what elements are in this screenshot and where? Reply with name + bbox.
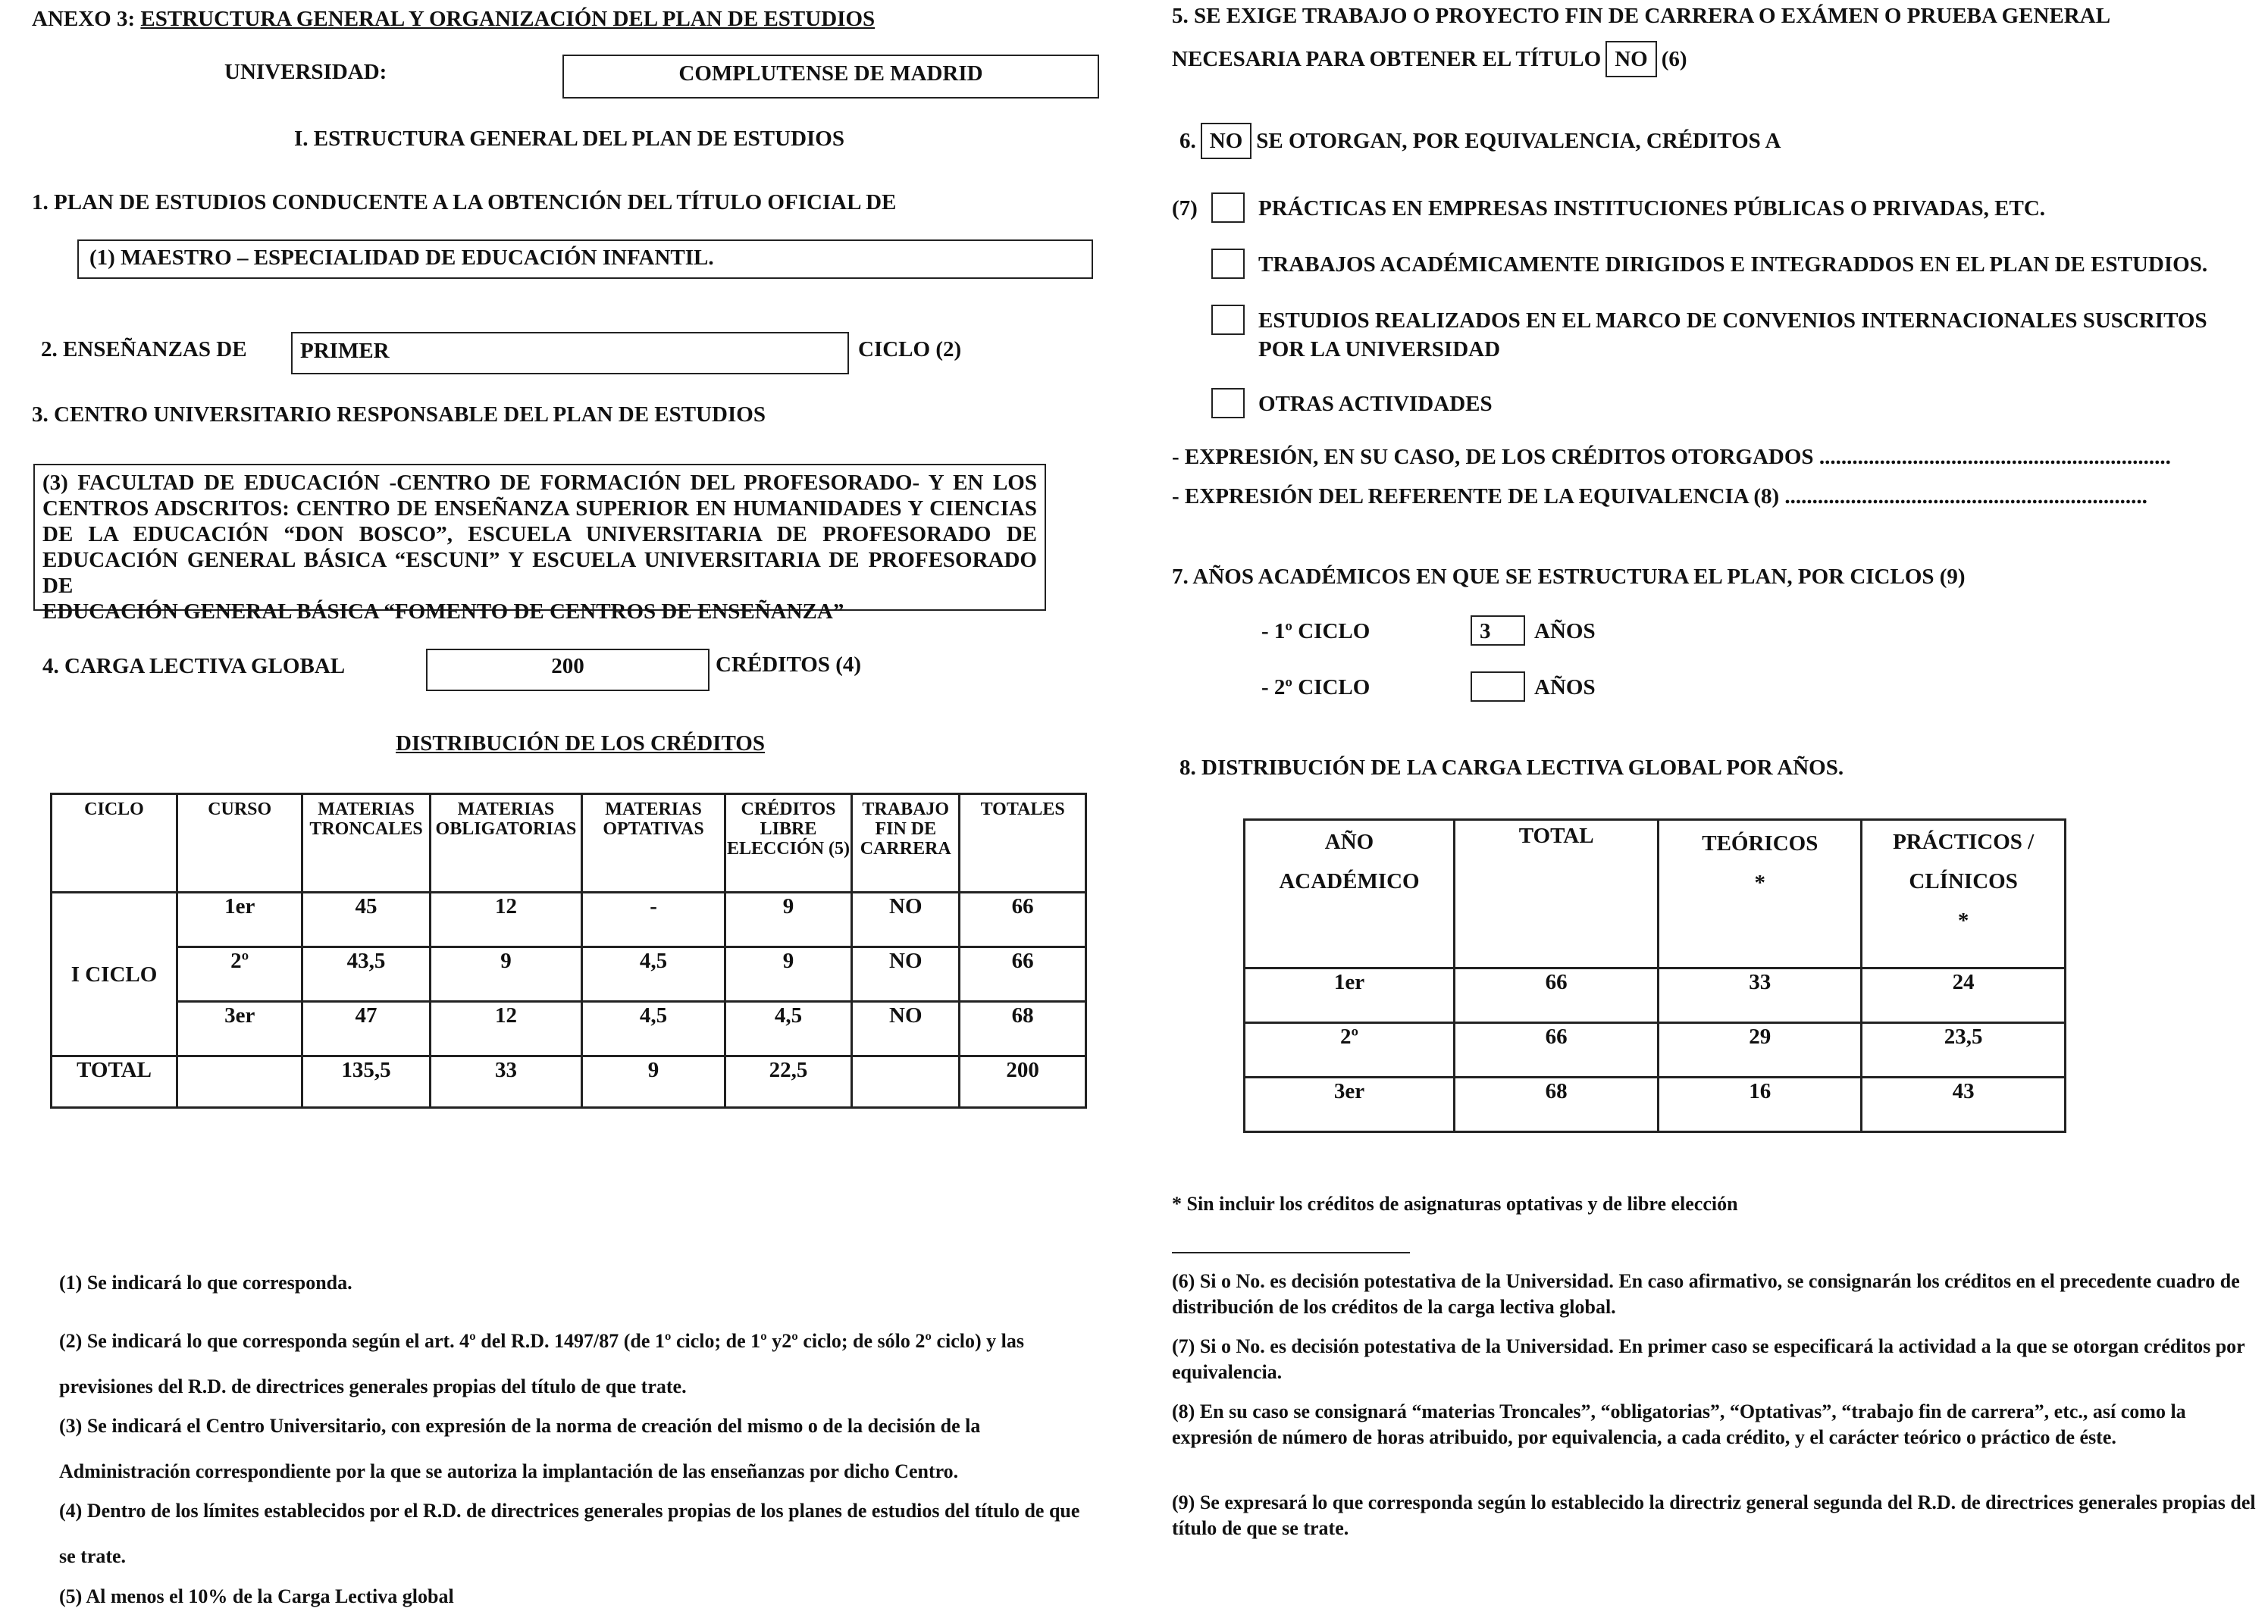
q5-label: NECESARIA PARA OBTENER EL TÍTULO: [1172, 47, 1602, 71]
q7-label: 7. AÑOS ACADÉMICOS EN QUE SE ESTRUCTURA EL PLAN, POR CICLOS (9): [1172, 565, 1966, 589]
q8-label: 8. DISTRIBUCIÓN DE LA CARGA LECTIVA GLOBAL POR AÑOS.: [1179, 756, 1844, 780]
cycle2-years: AÑOS: [1534, 675, 1596, 699]
total-trabajo: [852, 1056, 960, 1108]
header-totales: TOTALES: [960, 794, 1086, 893]
q3-field: [33, 464, 1046, 624]
cell-troncales: 43,5: [302, 947, 430, 1002]
annex-title: ESTRUCTURA GENERAL Y ORGANIZACIÓN DEL PLAN DE ESTUDIOS: [140, 7, 876, 31]
cell-year: 1er: [1245, 968, 1455, 1023]
q6-value: NO: [1201, 123, 1252, 159]
university-label: UNIVERSIDAD:: [224, 60, 387, 84]
cell-optativas: 4,5: [582, 947, 725, 1002]
header-ciclo: CICLO: [52, 794, 177, 893]
header-teoricos-star: *: [1754, 871, 1766, 895]
cycle2-field: [1471, 671, 1525, 702]
header-total: TOTAL: [1454, 820, 1658, 968]
cell-trabajo: NO: [852, 893, 960, 947]
q3-line: DE LA EDUCACIÓN “DON BOSCO”, ESCUELA UNIVERSITARIA DE PROFESORADO DE: [42, 522, 1037, 546]
footnote-9: (9) Se expresará lo que corresponda según lo establecido la directriz general segunda del R.D. de directrices generales propias del título de que se trate.: [1172, 1491, 2256, 1539]
table-note: * Sin incluir los créditos de asignaturas optativas y de libre elección: [1172, 1193, 1738, 1215]
cell-optativas: 4,5: [582, 1002, 725, 1056]
header-optativas: MATERIAS OPTATIVAS: [582, 794, 725, 893]
option-label: PRÁCTICAS EN EMPRESAS INSTITUCIONES PÚBLICAS O PRIVADAS, ETC.: [1258, 196, 2046, 221]
total-obligatorias: 33: [430, 1056, 582, 1108]
option-label: OTRAS ACTIVIDADES: [1258, 392, 1493, 416]
cell-obligatorias: 12: [430, 893, 582, 947]
q2-field: [291, 332, 849, 374]
cell-curso: 3er: [177, 1002, 302, 1056]
q4-suffix: CRÉDITOS (4): [716, 652, 862, 677]
q2-label: 2. ENSEÑANZAS DE: [41, 337, 247, 361]
cell-teoricos: 29: [1659, 1023, 1862, 1078]
header-practicos: [1862, 820, 2066, 968]
credits-table: [50, 793, 1087, 1109]
cycle1-field: [1471, 615, 1525, 646]
cycle1-years: AÑOS: [1534, 619, 1596, 643]
header-troncales: MATERIAS TRONCALES: [302, 794, 430, 893]
option-checkbox[interactable]: [1211, 192, 1245, 223]
total-label: TOTAL: [52, 1056, 177, 1108]
cycle1-value: 3: [1480, 619, 1491, 643]
cell-curso: 1er: [177, 893, 302, 947]
option-label: ESTUDIOS REALIZADOS EN EL MARCO DE CONVENIOS INTERNACIONALES SUSCRITOS: [1258, 308, 2207, 333]
q5-value: NO: [1605, 41, 1657, 77]
cell-teoricos: 33: [1659, 968, 1862, 1023]
header-year-line: AÑO: [1324, 830, 1374, 854]
table-row: [52, 1002, 1086, 1056]
table-row: [1245, 1023, 2066, 1078]
cell-practicos: 23,5: [1862, 1023, 2066, 1078]
yearly-load-table: [1243, 818, 2066, 1133]
option-label: POR LA UNIVERSIDAD: [1258, 337, 1501, 361]
q3-label: 3. CENTRO UNIVERSITARIO RESPONSABLE DEL PLAN DE ESTUDIOS: [32, 402, 766, 427]
cell-obligatorias: 12: [430, 1002, 582, 1056]
q3-line: EDUCACIÓN GENERAL BÁSICA “ESCUNI” Y ESCUELA UNIVERSITARIA DE PROFESORADO DE: [42, 548, 1037, 598]
cell-teoricos: 16: [1659, 1078, 1862, 1132]
expression-reference: - EXPRESIÓN DEL REFERENTE DE LA EQUIVALENCIA (8) ..................................................................: [1172, 484, 2147, 508]
cell-curso: 2º: [177, 947, 302, 1002]
table-total-row: [52, 1056, 1086, 1108]
q6-prefix: 6.: [1179, 129, 1196, 153]
header-libre: CRÉDITOS LIBRE ELECCIÓN (5): [725, 794, 851, 893]
header-practicos-line: CLÍNICOS: [1909, 869, 2018, 893]
q5-suffix: (6): [1661, 47, 1687, 71]
q4-label: 4. CARGA LECTIVA GLOBAL: [42, 654, 346, 678]
q6-text: SE OTORGAN, POR EQUIVALENCIA, CRÉDITOS A: [1256, 129, 1781, 153]
q1-label: 1. PLAN DE ESTUDIOS CONDUCENTE A LA OBTENCIÓN DEL TÍTULO OFICIAL DE: [32, 190, 897, 214]
total-troncales: 135,5: [302, 1056, 430, 1108]
cell-total: 66: [1454, 968, 1658, 1023]
q5-line2: [1172, 41, 1687, 77]
header-practicos-star: *: [1957, 909, 1969, 933]
cell-trabajo: NO: [852, 947, 960, 1002]
total-optativas: 9: [582, 1056, 725, 1108]
cell-totales: 66: [960, 893, 1086, 947]
total-libre: 22,5: [725, 1056, 851, 1108]
q1-field: [77, 239, 1093, 279]
cell-troncales: 47: [302, 1002, 430, 1056]
annex-heading: [32, 6, 875, 32]
q3-line: (3) FACULTAD DE EDUCACIÓN -CENTRO DE FORMACIÓN DEL PROFESORADO- Y EN LOS: [42, 471, 1037, 495]
option-checkbox[interactable]: [1211, 388, 1245, 418]
footnote-divider: [1172, 1252, 1410, 1253]
cell-troncales: 45: [302, 893, 430, 947]
q6-ref: (7): [1172, 196, 1198, 221]
table-row: [1245, 1078, 2066, 1132]
q4-field: [426, 649, 710, 691]
footnote-1: (1) Se indicará lo que corresponda.: [59, 1272, 352, 1294]
cell-practicos: 43: [1862, 1078, 2066, 1132]
cycle-label: I CICLO: [52, 893, 177, 1056]
option-checkbox[interactable]: [1211, 305, 1245, 335]
cell-totales: 68: [960, 1002, 1086, 1056]
university-field: [562, 55, 1099, 99]
cell-year: 2º: [1245, 1023, 1455, 1078]
section-heading: I. ESTRUCTURA GENERAL DEL PLAN DE ESTUDIOS: [294, 127, 844, 151]
header-trabajo: TRABAJO FIN DE CARRERA: [852, 794, 960, 893]
header-teoricos-label: TEÓRICOS: [1702, 831, 1818, 856]
cell-optativas: -: [582, 893, 725, 947]
q5-line1: 5. SE EXIGE TRABAJO O PROYECTO FIN DE CARRERA O EXÁMEN O PRUEBA GENERAL: [1172, 4, 2111, 28]
header-year: [1245, 820, 1455, 968]
annex-prefix: ANEXO 3:: [32, 7, 136, 31]
cell-totales: 66: [960, 947, 1086, 1002]
q2-value: PRIMER: [300, 339, 390, 363]
total-totales: 200: [960, 1056, 1086, 1108]
q4-value: 200: [551, 654, 584, 678]
option-label: TRABAJOS ACADÉMICAMENTE DIRIGIDOS E INTEGRADDOS EN EL PLAN DE ESTUDIOS.: [1258, 252, 2208, 277]
option-checkbox[interactable]: [1211, 249, 1245, 279]
header-curso: CURSO: [177, 794, 302, 893]
cycle1-label: - 1º CICLO: [1261, 619, 1371, 643]
q3-line: CENTROS ADSCRITOS: CENTRO DE ENSEÑANZA SUPERIOR EN HUMANIDADES Y CIENCIAS: [42, 496, 1037, 521]
q6-line: [1179, 123, 1781, 159]
cell-total: 68: [1454, 1078, 1658, 1132]
q1-value: (1) MAESTRO – ESPECIALIDAD DE EDUCACIÓN INFANTIL.: [89, 246, 714, 270]
expression-credits: - EXPRESIÓN, EN SU CASO, DE LOS CRÉDITOS OTORGADOS ................................................................: [1172, 445, 2171, 469]
header-obligatorias: MATERIAS OBLIGATORIAS: [430, 794, 582, 893]
cell-year: 3er: [1245, 1078, 1455, 1132]
university-value: COMPLUTENSE DE MADRID: [678, 61, 983, 86]
footnote-2: (2) Se indicará lo que corresponda según el art. 4º del R.D. 1497/87 (de 1º ciclo; de 1º y2º ciclo; de sólo 2º ciclo) y las previsiones del R.D. de directrices generales propias del título de que trate.: [59, 1330, 1024, 1397]
footnote-3: (3) Se indicará el Centro Universitario, con expresión de la norma de creación del mismo o de la decisión de la Administración correspondiente por la que se autoriza la implantación de las enseñanzas por dicho Centro.: [59, 1415, 981, 1482]
header-practicos-line: PRÁCTICOS /: [1893, 830, 2035, 854]
footnote-7: (7) Si o No. es decisión potestativa de la Universidad. En primer caso se especificará la actividad a la que se otorgan créditos por equivalencia.: [1172, 1335, 2245, 1383]
cycle2-label: - 2º CICLO: [1261, 675, 1371, 699]
cell-libre: 9: [725, 947, 851, 1002]
footnote-6: (6) Si o No. es decisión potestativa de la Universidad. En caso afirmativo, se consignarán los créditos en el precedente cuadro de distribución de los créditos de la carga lectiva global.: [1172, 1270, 2240, 1318]
cell-trabajo: NO: [852, 1002, 960, 1056]
table-row: [1245, 968, 2066, 1023]
distribution-title: DISTRIBUCIÓN DE LOS CRÉDITOS: [396, 731, 765, 756]
q2-suffix: CICLO (2): [858, 337, 962, 361]
cell-practicos: 24: [1862, 968, 2066, 1023]
footnote-5: (5) Al menos el 10% de la Carga Lectiva global: [59, 1585, 454, 1607]
footnote-8: (8) En su caso se consignará “materias Troncales”, “obligatorias”, “Optativas”, “trabajo fin de carrera”, etc., así como la expresión de número de horas atribuido, por equivalencia, a cada crédito, y el carácter teórico o práctico de éste.: [1172, 1400, 2186, 1448]
footnote-4: (4) Dentro de los límites establecidos por el R.D. de directrices generales propias de los planes de estudios del título de que se trate.: [59, 1500, 1080, 1567]
total-curso: [177, 1056, 302, 1108]
header-year-line: ACADÉMICO: [1279, 869, 1420, 893]
table-row: [52, 893, 1086, 947]
cell-libre: 4,5: [725, 1002, 851, 1056]
cell-libre: 9: [725, 893, 851, 947]
cell-obligatorias: 9: [430, 947, 582, 1002]
cell-total: 66: [1454, 1023, 1658, 1078]
table-row: [52, 947, 1086, 1002]
header-teoricos: [1659, 820, 1862, 968]
q3-line: EDUCACIÓN GENERAL BÁSICA “FOMENTO DE CENTROS DE ENSEÑANZA”: [42, 599, 844, 624]
